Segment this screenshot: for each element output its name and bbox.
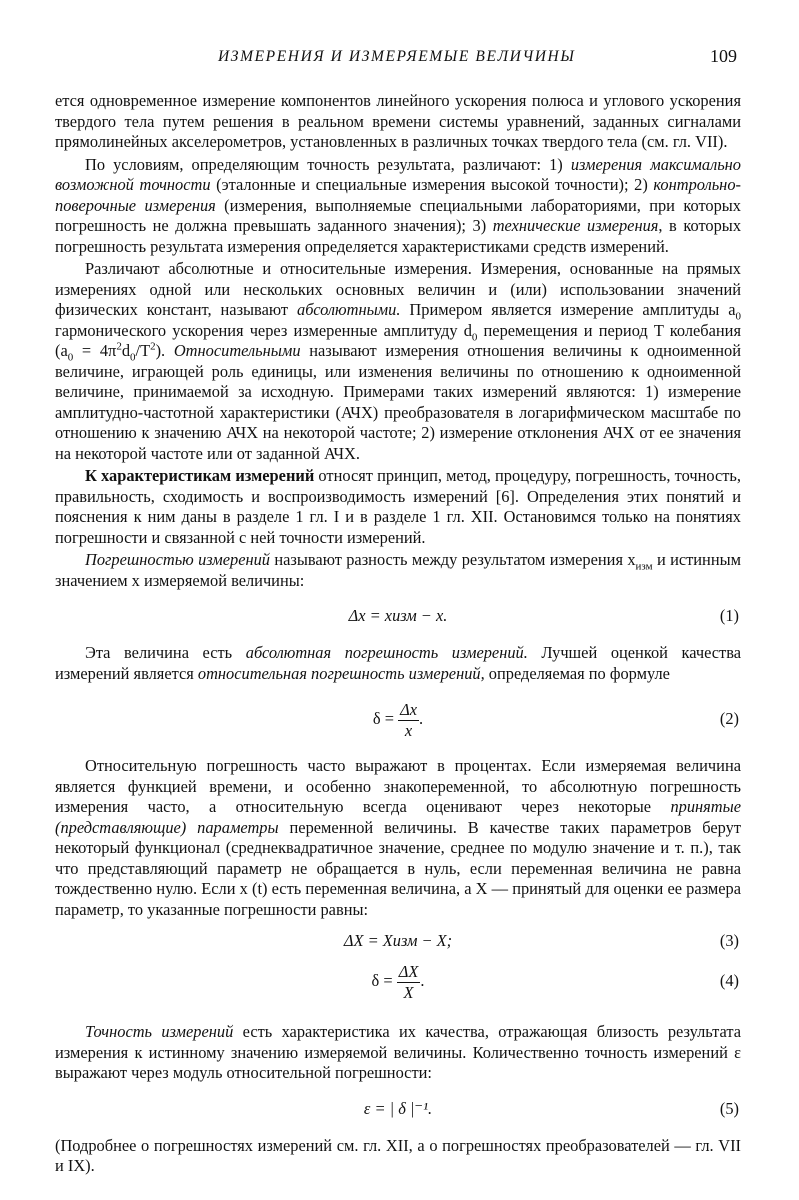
equation-2-lhs: δ =	[372, 709, 394, 728]
equation-4-number: (4)	[719, 971, 739, 990]
paragraph-footnote: (Подробнее о погрешностях измерений см. гл. XII, а о погрешностях преобразователей — гл. VII и IX).	[55, 1135, 741, 1175]
equation-4-fraction	[397, 962, 421, 1003]
equation-1-number: (1)	[719, 606, 739, 625]
page-body	[55, 91, 741, 1179]
page-header	[55, 44, 745, 74]
equation-1-body: Δx = xизм − x.	[348, 606, 448, 625]
paragraph-measurement-types: По условиям, определяющим точность результата, различают: 1) измерения максимально возможной точности (эталонные и специальные измерения высокой точности); 2) контрольно-поверочные измерения (измерения, выполняемые специальными лабораториями, при которых погрешность не должна превышать заданного значения); 3) технические измерения, в которых погрешность результата измерения определяется характеристиками средств измерений.	[55, 154, 742, 256]
equation-5	[55, 1096, 741, 1122]
equation-4-lhs: δ =	[371, 971, 393, 990]
running-head: ИЗМЕРЕНИЯ И ИЗМЕРЯЕМЫЕ ВЕЛИЧИНЫ	[218, 48, 576, 65]
paragraph-error-definition: Погрешностью измерений называют разность между результатом измерения $x_{изм}$ и истинным значением x измеряемой величины:	[55, 550, 741, 590]
paragraph-1: ется одновременное измерение компонентов линейного ускорения полюса и углового ускорения твердого тела путем решения в реальном времени системы уравнений, заданных сигналами прямолинейных акселерометров, установленных в различных точках твердого тела (см. гл. VII).	[55, 91, 741, 151]
equation-2: δ = $\frac{\Delta x}{x}$ . (2)	[55, 696, 741, 742]
equation-5-body: ε = | δ |⁻¹.	[363, 1098, 433, 1118]
paragraph-absolute-error: Эта величина есть абсолютная погрешность измерений. Лучшей оценкой качества измерений является относительная погрешность измерений, определяемая по формуле	[55, 643, 742, 683]
page-number: 109	[710, 46, 737, 66]
equation-3-number: (3)	[719, 931, 739, 950]
paragraph-absolute-relative: Различают абсолютные и относительные измерения. Измерения, основанные на прямых измерениях одной или нескольких основных величин и (или) использовании значений физических констант, называют абсолютными. Примером является измерение амплитуды $a_0$ гармонического ускорения через измеренные амплитуду $d_0$ перемещения и период T колебания $(a_0 = 4\pi^2d_0/T^2)$. Относительными называют измерения отношения величины к одноименной величине, играющей роль единицы, или изменения величины по отношению к одноименной величине, принимаемой за исходную. Примерами таких измерений являются: 1) измерение амплитудно-частотной характеристики (АЧХ) преобразователя в логарифмическом масштабе по отношению к значению АЧХ на некоторой частоте; 2) измерение отклонения АЧХ от ее значения на некоторой частоте или от заданной АЧХ.	[55, 259, 742, 463]
paragraph-relative-error: Относительную погрешность часто выражают в процентах. Если измеряемая величина является функцией времени, и особенно знакопеременной, то абсолютную погрешность измерения часто, а относительную всегда оценивают через некоторые принятые (представляющие) параметры переменной величины. В качестве таких параметров берут некоторый функционал (среднеквадратичное значение, среднее по модулю значение и т. п.), так что представляющий параметр не обращается в нуль, если переменная величина не равна тождественно нулю. Если x (t) есть переменная величина, а X — принятый для оценки ее размера параметр, то указанные погрешности равны:	[55, 756, 741, 919]
equation-2-numerator: Δx	[400, 699, 417, 719]
equation-2-fraction	[398, 700, 419, 741]
paragraph-characteristics: К характеристикам измерений относят принцип, метод, процедуру, погрешность, точность, правильность, сходимость и воспроизводимость измерений [6]. Определения этих понятий и пояснения к ним даны в разделе 1 гл. I и в разделе 1 гл. XII. Остановимся только на понятиях погрешности и связанной с ней точности измерений.	[55, 466, 741, 547]
equation-4-numerator: ΔX	[398, 961, 419, 981]
equation-3-body: ΔX = Xизм − X;	[343, 931, 453, 950]
equation-2-number: (2)	[719, 709, 739, 728]
equation-2-denominator: x	[404, 720, 413, 740]
paragraph-accuracy: Точность измерений есть характеристика их качества, отражающая близость результата измерения к истинному значению измеряемой величины. Количественно точность измерений ε выражают через модуль относительной погрешности:	[55, 1022, 741, 1082]
equation-3	[55, 928, 741, 954]
equation-1	[55, 603, 741, 629]
equation-5-number: (5)	[719, 1098, 739, 1118]
equation-4: δ = $\frac{\Delta X}{X}$ . (4)	[55, 958, 741, 1004]
equation-4-denominator: X	[403, 982, 414, 1002]
